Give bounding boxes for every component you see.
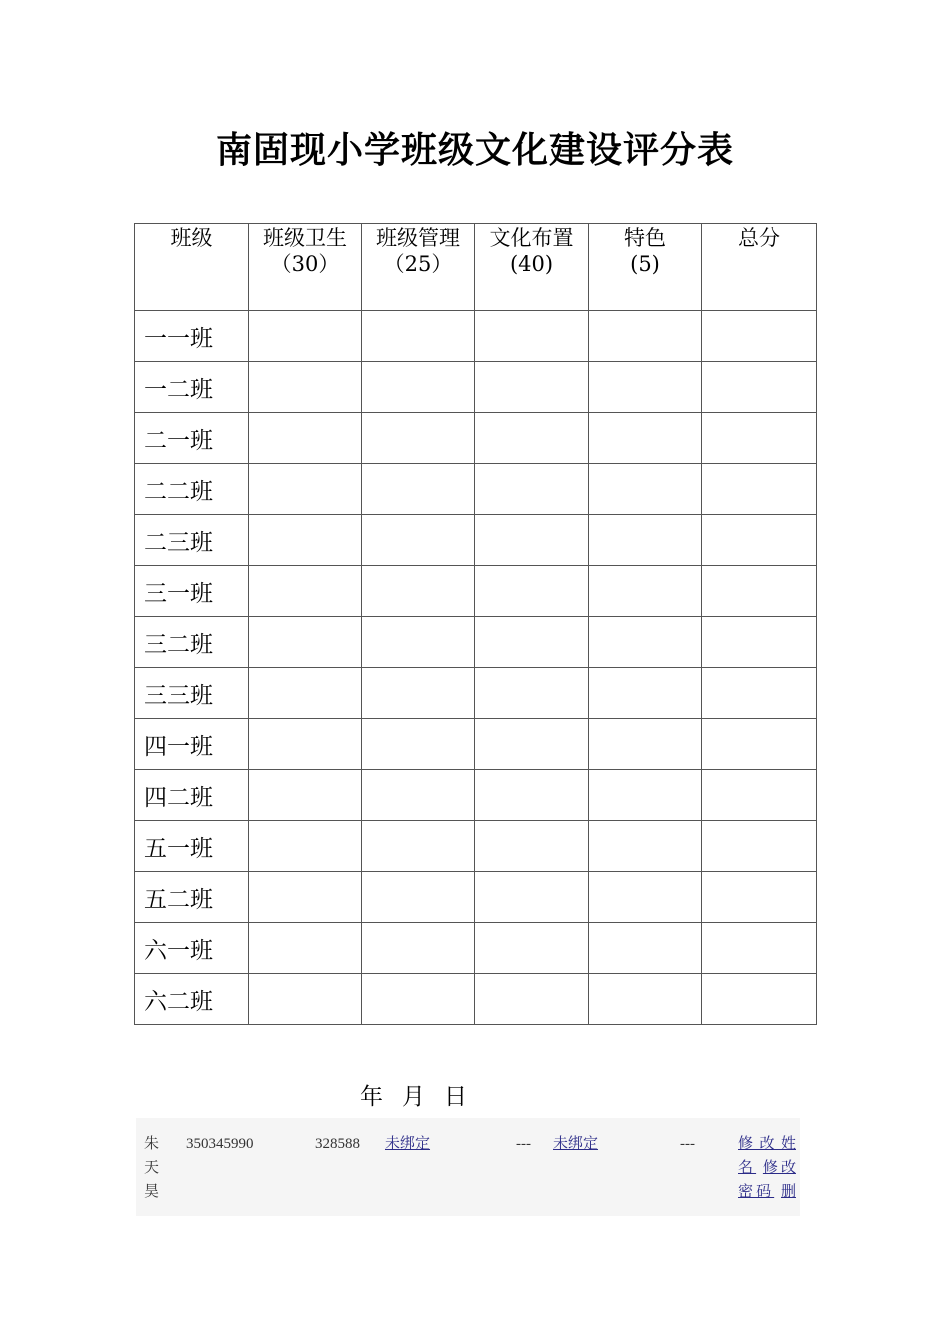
score-cell[interactable]: [475, 719, 589, 770]
score-cell[interactable]: [475, 362, 589, 413]
score-cell[interactable]: [249, 413, 362, 464]
score-cell[interactable]: [249, 974, 362, 1025]
score-cell[interactable]: [702, 566, 817, 617]
table-row: [135, 413, 817, 464]
score-cell[interactable]: [249, 566, 362, 617]
score-cell[interactable]: [589, 413, 702, 464]
score-cell[interactable]: [362, 413, 475, 464]
bind-link-2[interactable]: 未绑定: [553, 1136, 599, 1152]
score-cell[interactable]: [249, 872, 362, 923]
score-cell[interactable]: [362, 872, 475, 923]
score-cell[interactable]: [589, 566, 702, 617]
delete-link[interactable]: 删: [780, 1184, 796, 1200]
score-cell[interactable]: [362, 464, 475, 515]
score-cell[interactable]: [475, 617, 589, 668]
class-name-cell: 三三班: [135, 668, 249, 719]
class-name-cell: 五二班: [135, 872, 249, 923]
score-cell[interactable]: [362, 362, 475, 413]
score-cell[interactable]: [249, 821, 362, 872]
header-total: 总分: [702, 224, 817, 311]
class-name-cell: 三二班: [135, 617, 249, 668]
score-cell[interactable]: [589, 923, 702, 974]
score-cell[interactable]: [362, 311, 475, 362]
class-name-cell: 三一班: [135, 566, 249, 617]
score-cell[interactable]: [589, 311, 702, 362]
class-name-cell: 一一班: [135, 311, 249, 362]
score-cell[interactable]: [589, 464, 702, 515]
table-row: [135, 668, 817, 719]
score-cell[interactable]: [702, 719, 817, 770]
score-cell[interactable]: [362, 770, 475, 821]
score-cell[interactable]: [589, 872, 702, 923]
dash-1: ---: [516, 1136, 531, 1152]
user-qq: 350345990: [186, 1136, 254, 1152]
score-cell[interactable]: [589, 821, 702, 872]
table-row: [135, 617, 817, 668]
edit-password-link[interactable]: 修改密码: [738, 1160, 796, 1200]
score-cell[interactable]: [475, 311, 589, 362]
score-cell[interactable]: [249, 668, 362, 719]
score-cell[interactable]: [702, 413, 817, 464]
score-cell[interactable]: [362, 719, 475, 770]
score-cell[interactable]: [475, 668, 589, 719]
date-month: 月: [402, 1084, 426, 1110]
score-cell[interactable]: [362, 923, 475, 974]
score-cell[interactable]: [475, 770, 589, 821]
bind-link-1[interactable]: 未绑定: [385, 1136, 431, 1152]
score-cell[interactable]: [249, 770, 362, 821]
user-code: 328588: [315, 1136, 360, 1152]
score-cell[interactable]: [702, 362, 817, 413]
header-feature: 特色 (5): [589, 224, 702, 311]
table-row: [135, 464, 817, 515]
score-cell[interactable]: [362, 566, 475, 617]
score-cell[interactable]: [589, 974, 702, 1025]
score-cell[interactable]: [249, 515, 362, 566]
score-cell[interactable]: [702, 617, 817, 668]
table-row: [135, 515, 817, 566]
date-year: 年: [360, 1084, 384, 1110]
class-name-cell: 四一班: [135, 719, 249, 770]
score-cell[interactable]: [589, 617, 702, 668]
score-cell[interactable]: [362, 617, 475, 668]
score-cell[interactable]: [589, 770, 702, 821]
score-cell[interactable]: [702, 821, 817, 872]
user-name: 朱天昊: [144, 1136, 160, 1200]
header-culture: 文化布置 (40): [475, 224, 589, 311]
score-cell[interactable]: [362, 821, 475, 872]
class-name-cell: 二二班: [135, 464, 249, 515]
table-row: [135, 872, 817, 923]
score-cell[interactable]: [249, 362, 362, 413]
score-cell[interactable]: [362, 668, 475, 719]
score-cell[interactable]: [475, 566, 589, 617]
class-name-cell: 二三班: [135, 515, 249, 566]
score-cell[interactable]: [249, 464, 362, 515]
score-cell[interactable]: [589, 362, 702, 413]
score-cell[interactable]: [249, 923, 362, 974]
score-cell[interactable]: [362, 515, 475, 566]
table-row: [135, 923, 817, 974]
class-name-cell: 一二班: [135, 362, 249, 413]
score-cell[interactable]: [475, 923, 589, 974]
class-name-cell: 二一班: [135, 413, 249, 464]
score-cell[interactable]: [475, 515, 589, 566]
user-record-row: [136, 1118, 800, 1216]
score-cell[interactable]: [589, 719, 702, 770]
score-cell[interactable]: [702, 515, 817, 566]
score-cell[interactable]: [475, 464, 589, 515]
header-class: 班级: [135, 224, 249, 311]
page-title: 南固现小学班级文化建设评分表: [215, 129, 734, 171]
score-cell[interactable]: [702, 770, 817, 821]
class-name-cell: 六一班: [135, 923, 249, 974]
score-cell[interactable]: [475, 974, 589, 1025]
score-cell[interactable]: [475, 872, 589, 923]
dash-2: ---: [680, 1136, 695, 1152]
table-row: [135, 719, 817, 770]
action-links: [738, 1132, 796, 1204]
score-cell[interactable]: [589, 668, 702, 719]
date-day: 日: [444, 1084, 468, 1110]
score-cell[interactable]: [702, 923, 817, 974]
table-header-row: [135, 224, 817, 311]
header-management: 班级管理 （25）: [362, 224, 475, 311]
table-row: [135, 821, 817, 872]
score-table: [134, 223, 817, 1025]
table-row: [135, 362, 817, 413]
score-cell[interactable]: [702, 668, 817, 719]
table-row: [135, 311, 817, 362]
score-cell[interactable]: [249, 311, 362, 362]
score-cell[interactable]: [362, 974, 475, 1025]
score-cell[interactable]: [475, 821, 589, 872]
score-cell[interactable]: [249, 719, 362, 770]
header-hygiene: 班级卫生 （30）: [249, 224, 362, 311]
score-cell[interactable]: [249, 617, 362, 668]
class-name-cell: 五一班: [135, 821, 249, 872]
table-row: [135, 974, 817, 1025]
score-cell[interactable]: [702, 974, 817, 1025]
class-name-cell: 四二班: [135, 770, 249, 821]
score-cell[interactable]: [702, 872, 817, 923]
score-cell[interactable]: [589, 515, 702, 566]
score-cell[interactable]: [475, 413, 589, 464]
score-cell[interactable]: [702, 464, 817, 515]
table-row: [135, 566, 817, 617]
table-row: [135, 770, 817, 821]
score-cell[interactable]: [702, 311, 817, 362]
class-name-cell: 六二班: [135, 974, 249, 1025]
edit-name-link[interactable]: 修改姓名: [738, 1136, 796, 1176]
date-line: [360, 1078, 486, 1111]
